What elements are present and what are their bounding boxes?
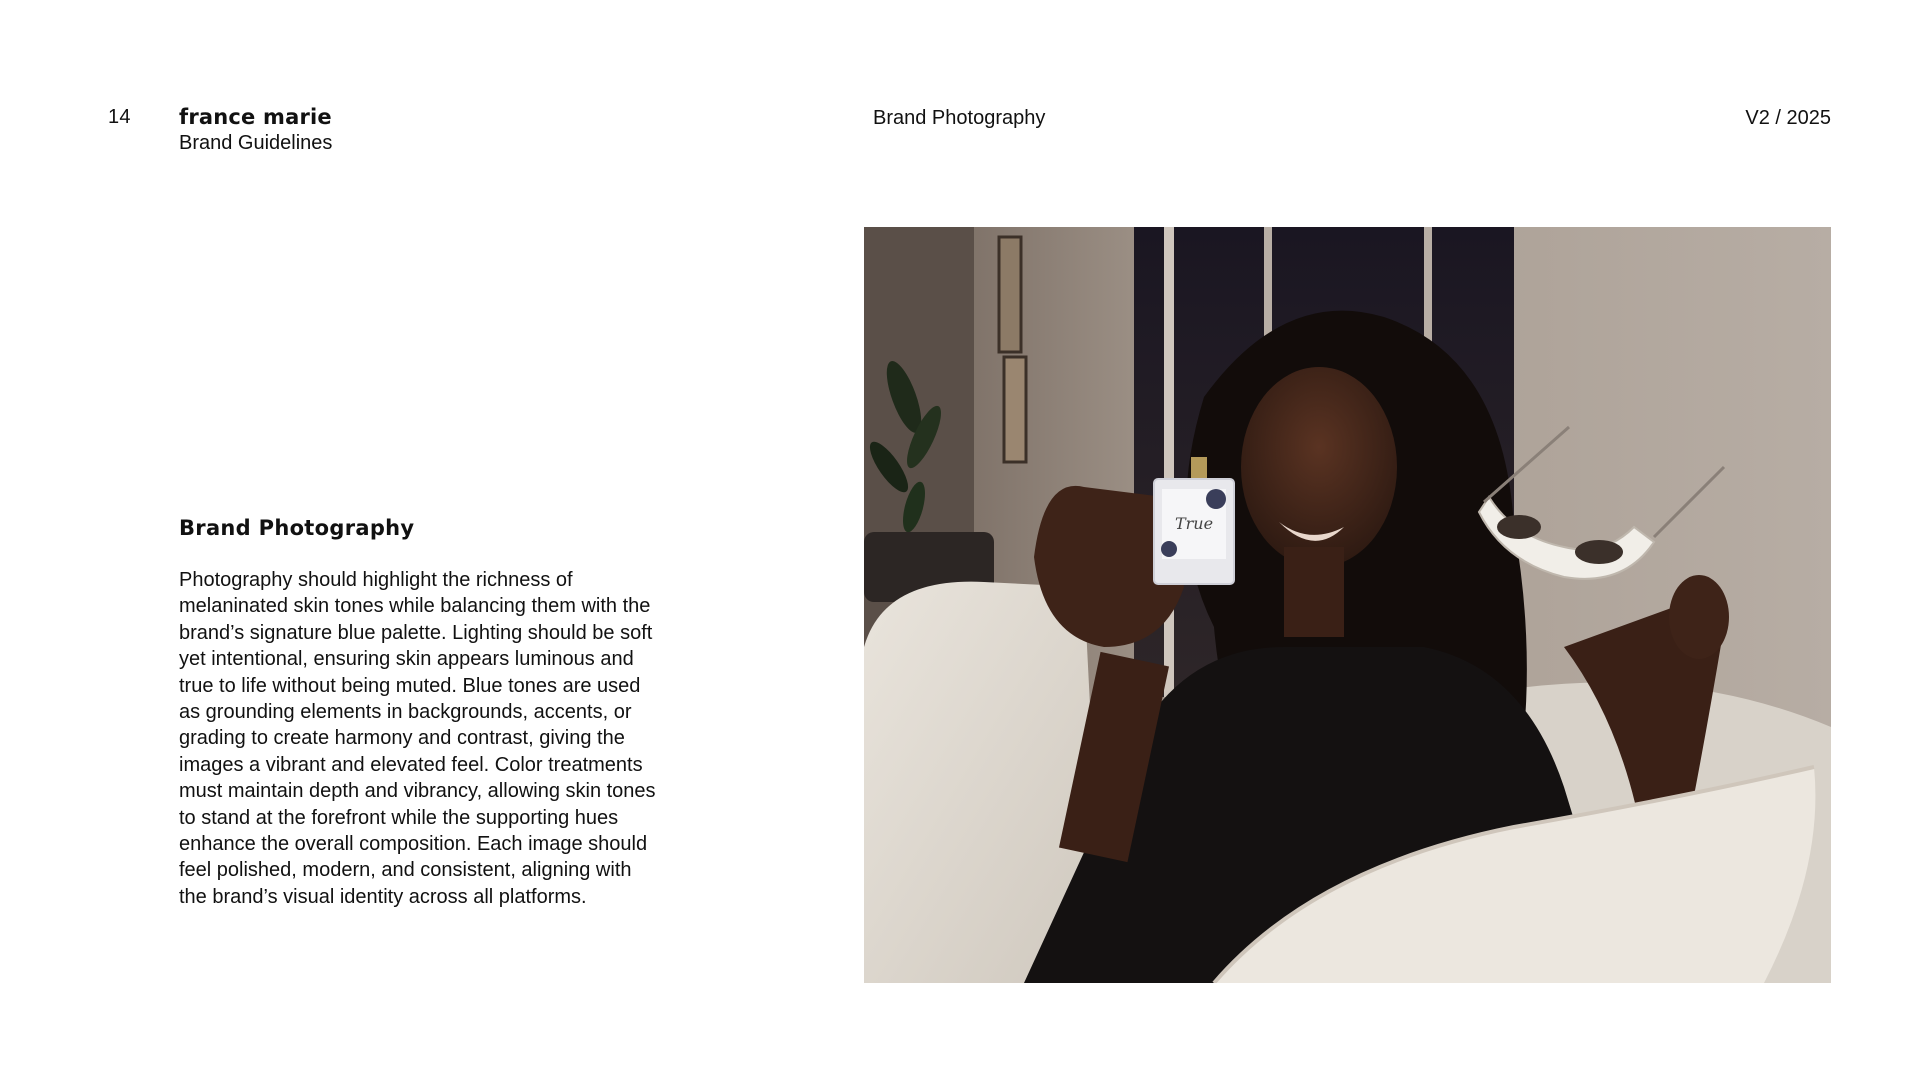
version-label: V2 / 2025 bbox=[1745, 107, 1831, 129]
wall-frame bbox=[999, 237, 1021, 352]
brand-name: france marie bbox=[179, 105, 332, 129]
page-number: 14 bbox=[108, 106, 131, 128]
wall-frame bbox=[1004, 357, 1026, 462]
neck bbox=[1284, 547, 1344, 637]
window-frame bbox=[1164, 227, 1174, 697]
brand-photo-illustration bbox=[864, 227, 1831, 983]
section-header: Brand Photography bbox=[873, 107, 1046, 129]
bottle-label: True bbox=[1174, 514, 1214, 533]
brand-subtitle: Brand Guidelines bbox=[179, 132, 333, 154]
right-hand bbox=[1669, 575, 1729, 659]
content-title: Brand Photography bbox=[179, 516, 415, 540]
brand-photo bbox=[864, 227, 1831, 983]
brand-block bbox=[179, 104, 332, 156]
content-body: Photography should highlight the richness of melaninated skin tones while balancing them with the brand’s signature blue palette. Lighting should be soft yet intentional, ensuring skin appears luminous and true to life without being muted. Blue tones are used as grounding elements in backgrounds, accents, or grading to create harmony and contrast, giving the images a vibrant and elevated feel. Color treatments must maintain depth and vibrancy, allowing skin tones to stand at the forefront while the supporting hues enhance the overall composition. Each image should feel polished, modern, and consistent, aligning with the brand’s visual identity across all platforms. bbox=[179, 569, 656, 908]
